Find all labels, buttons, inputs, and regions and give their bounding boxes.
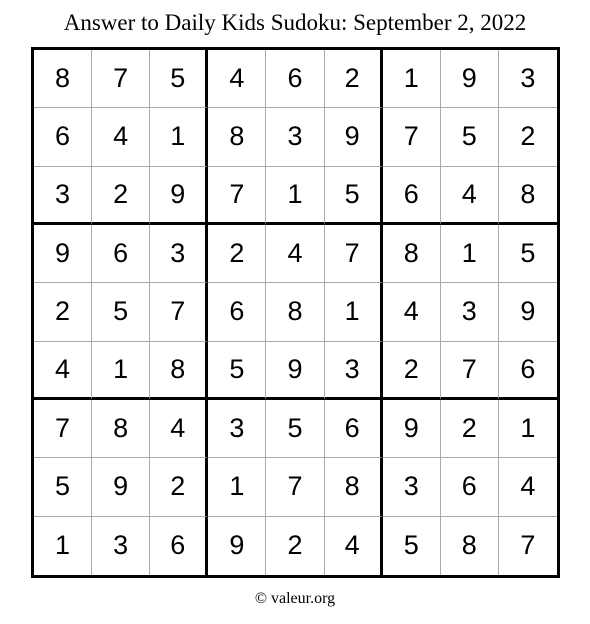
sudoku-cell: 3 xyxy=(383,458,441,516)
sudoku-cell: 5 xyxy=(208,342,266,400)
sudoku-cell: 9 xyxy=(325,108,383,166)
sudoku-cell: 8 xyxy=(499,167,557,225)
sudoku-cell: 8 xyxy=(208,108,266,166)
sudoku-cell: 7 xyxy=(92,50,150,108)
sudoku-cell: 9 xyxy=(92,458,150,516)
sudoku-cell: 5 xyxy=(92,283,150,341)
sudoku-cell: 4 xyxy=(208,50,266,108)
sudoku-cell: 3 xyxy=(92,517,150,575)
sudoku-cell: 8 xyxy=(325,458,383,516)
sudoku-cell: 5 xyxy=(266,400,324,458)
sudoku-cell: 5 xyxy=(150,50,208,108)
sudoku-cell: 1 xyxy=(266,167,324,225)
sudoku-cell: 1 xyxy=(499,400,557,458)
sudoku-cell: 8 xyxy=(34,50,92,108)
sudoku-cell: 2 xyxy=(150,458,208,516)
sudoku-cell: 3 xyxy=(325,342,383,400)
sudoku-cell: 7 xyxy=(383,108,441,166)
sudoku-cell: 7 xyxy=(34,400,92,458)
sudoku-cell: 6 xyxy=(266,50,324,108)
sudoku-cell: 5 xyxy=(383,517,441,575)
sudoku-cell: 4 xyxy=(34,342,92,400)
sudoku-cell: 2 xyxy=(441,400,499,458)
sudoku-cell: 2 xyxy=(34,283,92,341)
sudoku-cell: 7 xyxy=(150,283,208,341)
sudoku-cell: 8 xyxy=(383,225,441,283)
sudoku-cell: 6 xyxy=(92,225,150,283)
sudoku-cell: 6 xyxy=(325,400,383,458)
copyright-footer: © valeur.org xyxy=(254,590,336,607)
sudoku-cell: 5 xyxy=(34,458,92,516)
sudoku-cell: 1 xyxy=(208,458,266,516)
sudoku-cell: 1 xyxy=(34,517,92,575)
sudoku-cell: 7 xyxy=(208,167,266,225)
sudoku-cell: 5 xyxy=(325,167,383,225)
sudoku-cell: 9 xyxy=(499,283,557,341)
sudoku-cell: 4 xyxy=(499,458,557,516)
sudoku-cell: 8 xyxy=(441,517,499,575)
sudoku-cell: 4 xyxy=(266,225,324,283)
sudoku-cell: 9 xyxy=(383,400,441,458)
sudoku-grid xyxy=(31,47,560,578)
sudoku-cell: 5 xyxy=(499,225,557,283)
sudoku-cell: 3 xyxy=(34,167,92,225)
sudoku-cell: 3 xyxy=(499,50,557,108)
sudoku-cell: 6 xyxy=(441,458,499,516)
sudoku-cell: 6 xyxy=(150,517,208,575)
sudoku-cell: 6 xyxy=(208,283,266,341)
sudoku-cell: 9 xyxy=(34,225,92,283)
sudoku-cell: 1 xyxy=(92,342,150,400)
sudoku-cell: 7 xyxy=(266,458,324,516)
sudoku-cell: 8 xyxy=(266,283,324,341)
sudoku-cell: 1 xyxy=(325,283,383,341)
sudoku-cell: 2 xyxy=(499,108,557,166)
sudoku-cell: 1 xyxy=(383,50,441,108)
sudoku-cell: 2 xyxy=(266,517,324,575)
sudoku-cell: 6 xyxy=(499,342,557,400)
sudoku-cell: 2 xyxy=(325,50,383,108)
sudoku-cell: 6 xyxy=(34,108,92,166)
sudoku-cell: 4 xyxy=(150,400,208,458)
sudoku-cell: 9 xyxy=(150,167,208,225)
sudoku-cell: 2 xyxy=(208,225,266,283)
sudoku-cell: 4 xyxy=(441,167,499,225)
sudoku-cell: 3 xyxy=(266,108,324,166)
sudoku-cell: 3 xyxy=(150,225,208,283)
sudoku-cell: 2 xyxy=(383,342,441,400)
sudoku-cell: 3 xyxy=(208,400,266,458)
sudoku-cell: 4 xyxy=(383,283,441,341)
sudoku-cell: 4 xyxy=(92,108,150,166)
sudoku-cell: 9 xyxy=(441,50,499,108)
sudoku-cell: 5 xyxy=(441,108,499,166)
page-title: Answer to Daily Kids Sudoku: September 2, 2022 xyxy=(63,10,527,35)
sudoku-cell: 4 xyxy=(325,517,383,575)
sudoku-cell: 1 xyxy=(441,225,499,283)
sudoku-cell: 9 xyxy=(208,517,266,575)
sudoku-cell: 7 xyxy=(441,342,499,400)
sudoku-cell: 7 xyxy=(325,225,383,283)
sudoku-cell: 3 xyxy=(441,283,499,341)
sudoku-cell: 7 xyxy=(520,530,536,561)
sudoku-cell: 2 xyxy=(92,167,150,225)
sudoku-cell: 8 xyxy=(150,342,208,400)
sudoku-cell: 9 xyxy=(266,342,324,400)
sudoku-cell: 6 xyxy=(383,167,441,225)
sudoku-cell: 1 xyxy=(150,108,208,166)
sudoku-cell: 8 xyxy=(92,400,150,458)
